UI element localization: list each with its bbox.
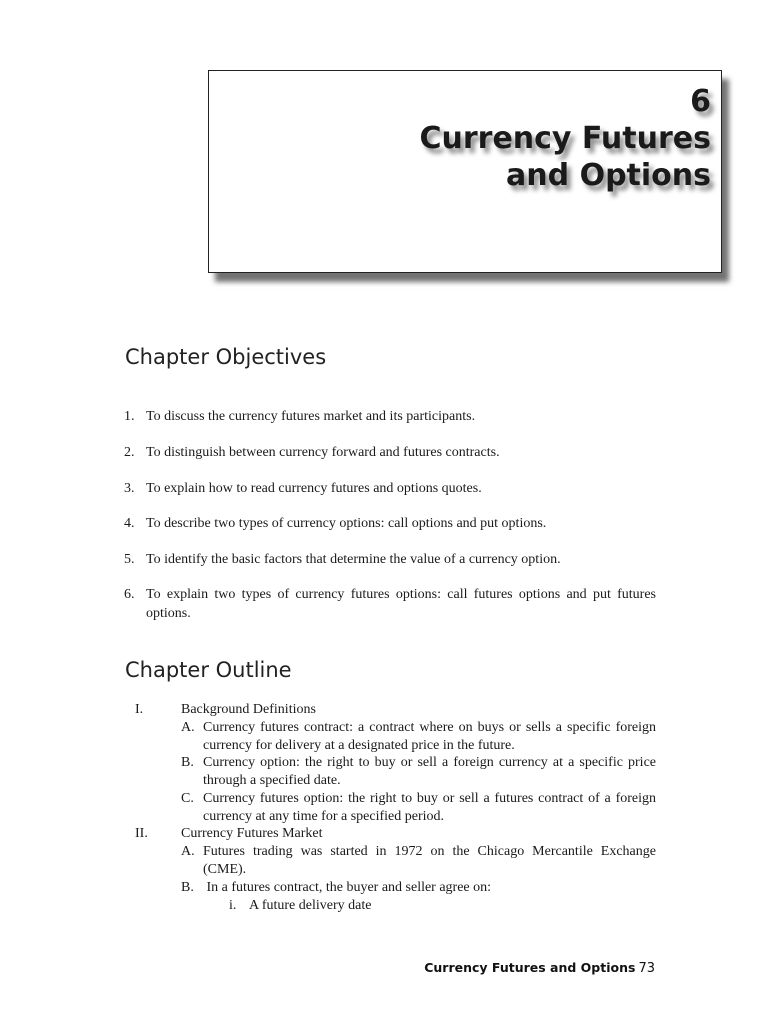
outline-item bbox=[0, 879, 768, 897]
objective-item bbox=[124, 585, 656, 625]
objective-number: 5. bbox=[124, 552, 135, 567]
outline-section-title: Currency Futures Market bbox=[181, 826, 323, 841]
outline-item-letter: B. bbox=[181, 755, 194, 770]
outline-heading: Chapter Outline bbox=[125, 658, 292, 682]
outline-item-letter: C. bbox=[181, 791, 194, 806]
objective-text: To explain two types of currency futures options: call futures options and put futures options. bbox=[146, 587, 656, 621]
outline-section bbox=[0, 701, 768, 719]
objective-text: To distinguish between currency forward and futures contracts. bbox=[146, 445, 500, 460]
outline-section-number: I. bbox=[135, 702, 144, 717]
outline-item-letter: A. bbox=[181, 720, 195, 735]
outline-subitem bbox=[0, 897, 768, 915]
page-number: 73 bbox=[638, 961, 655, 976]
objective-number: 2. bbox=[124, 445, 135, 460]
objective-number: 1. bbox=[124, 409, 135, 424]
objective-number: 4. bbox=[124, 516, 135, 531]
objectives-heading: Chapter Objectives bbox=[125, 345, 327, 369]
objective-text: To identify the basic factors that determine the value of a currency option. bbox=[146, 552, 561, 567]
outline-item bbox=[0, 719, 768, 755]
chapter-title-line-2: and Options bbox=[506, 158, 711, 193]
chapter-number: 6 bbox=[690, 84, 711, 119]
outline-subitem-text: A future delivery date bbox=[249, 898, 372, 913]
outline-item-text: Currency futures option: the right to buy or sell a futures contract of a foreign currency at any time for a specified period. bbox=[203, 791, 656, 824]
outline-section-number: II. bbox=[135, 826, 148, 841]
footer-title: Currency Futures and Options bbox=[424, 960, 636, 975]
outline-item-text: In a futures contract, the buyer and seller agree on: bbox=[203, 880, 492, 895]
outline-item-text: Currency futures contract: a contract where on buys or sells a specific foreign currency for delivery at a designated price in the future. bbox=[203, 720, 656, 753]
outline-item-letter: A. bbox=[181, 844, 195, 859]
outline-item bbox=[0, 790, 768, 826]
objective-text: To describe two types of currency options: call options and put options. bbox=[146, 516, 547, 531]
outline-item-letter: B. bbox=[181, 880, 194, 895]
outline-item bbox=[0, 843, 768, 879]
objective-number: 6. bbox=[124, 587, 135, 602]
objective-number: 3. bbox=[124, 481, 135, 496]
outline-section-title: Background Definitions bbox=[181, 702, 316, 717]
objective-text: To explain how to read currency futures and options quotes. bbox=[146, 481, 482, 496]
objective-text: To discuss the currency futures market and its participants. bbox=[146, 409, 476, 424]
page-footer bbox=[424, 960, 655, 976]
outline-item-text: Futures trading was started in 1972 on the Chicago Mercantile Exchange (CME). bbox=[203, 844, 656, 877]
outline-section bbox=[0, 825, 768, 843]
outline-subitem-number: i. bbox=[229, 898, 237, 913]
chapter-title-line-1: Currency Futures bbox=[419, 121, 711, 156]
outline-item-text: Currency option: the right to buy or sell a foreign currency at a specific price through a specified date. bbox=[203, 755, 656, 788]
chapter-title bbox=[419, 83, 711, 194]
outline-item bbox=[0, 754, 768, 790]
chapter-title-box bbox=[208, 70, 722, 273]
